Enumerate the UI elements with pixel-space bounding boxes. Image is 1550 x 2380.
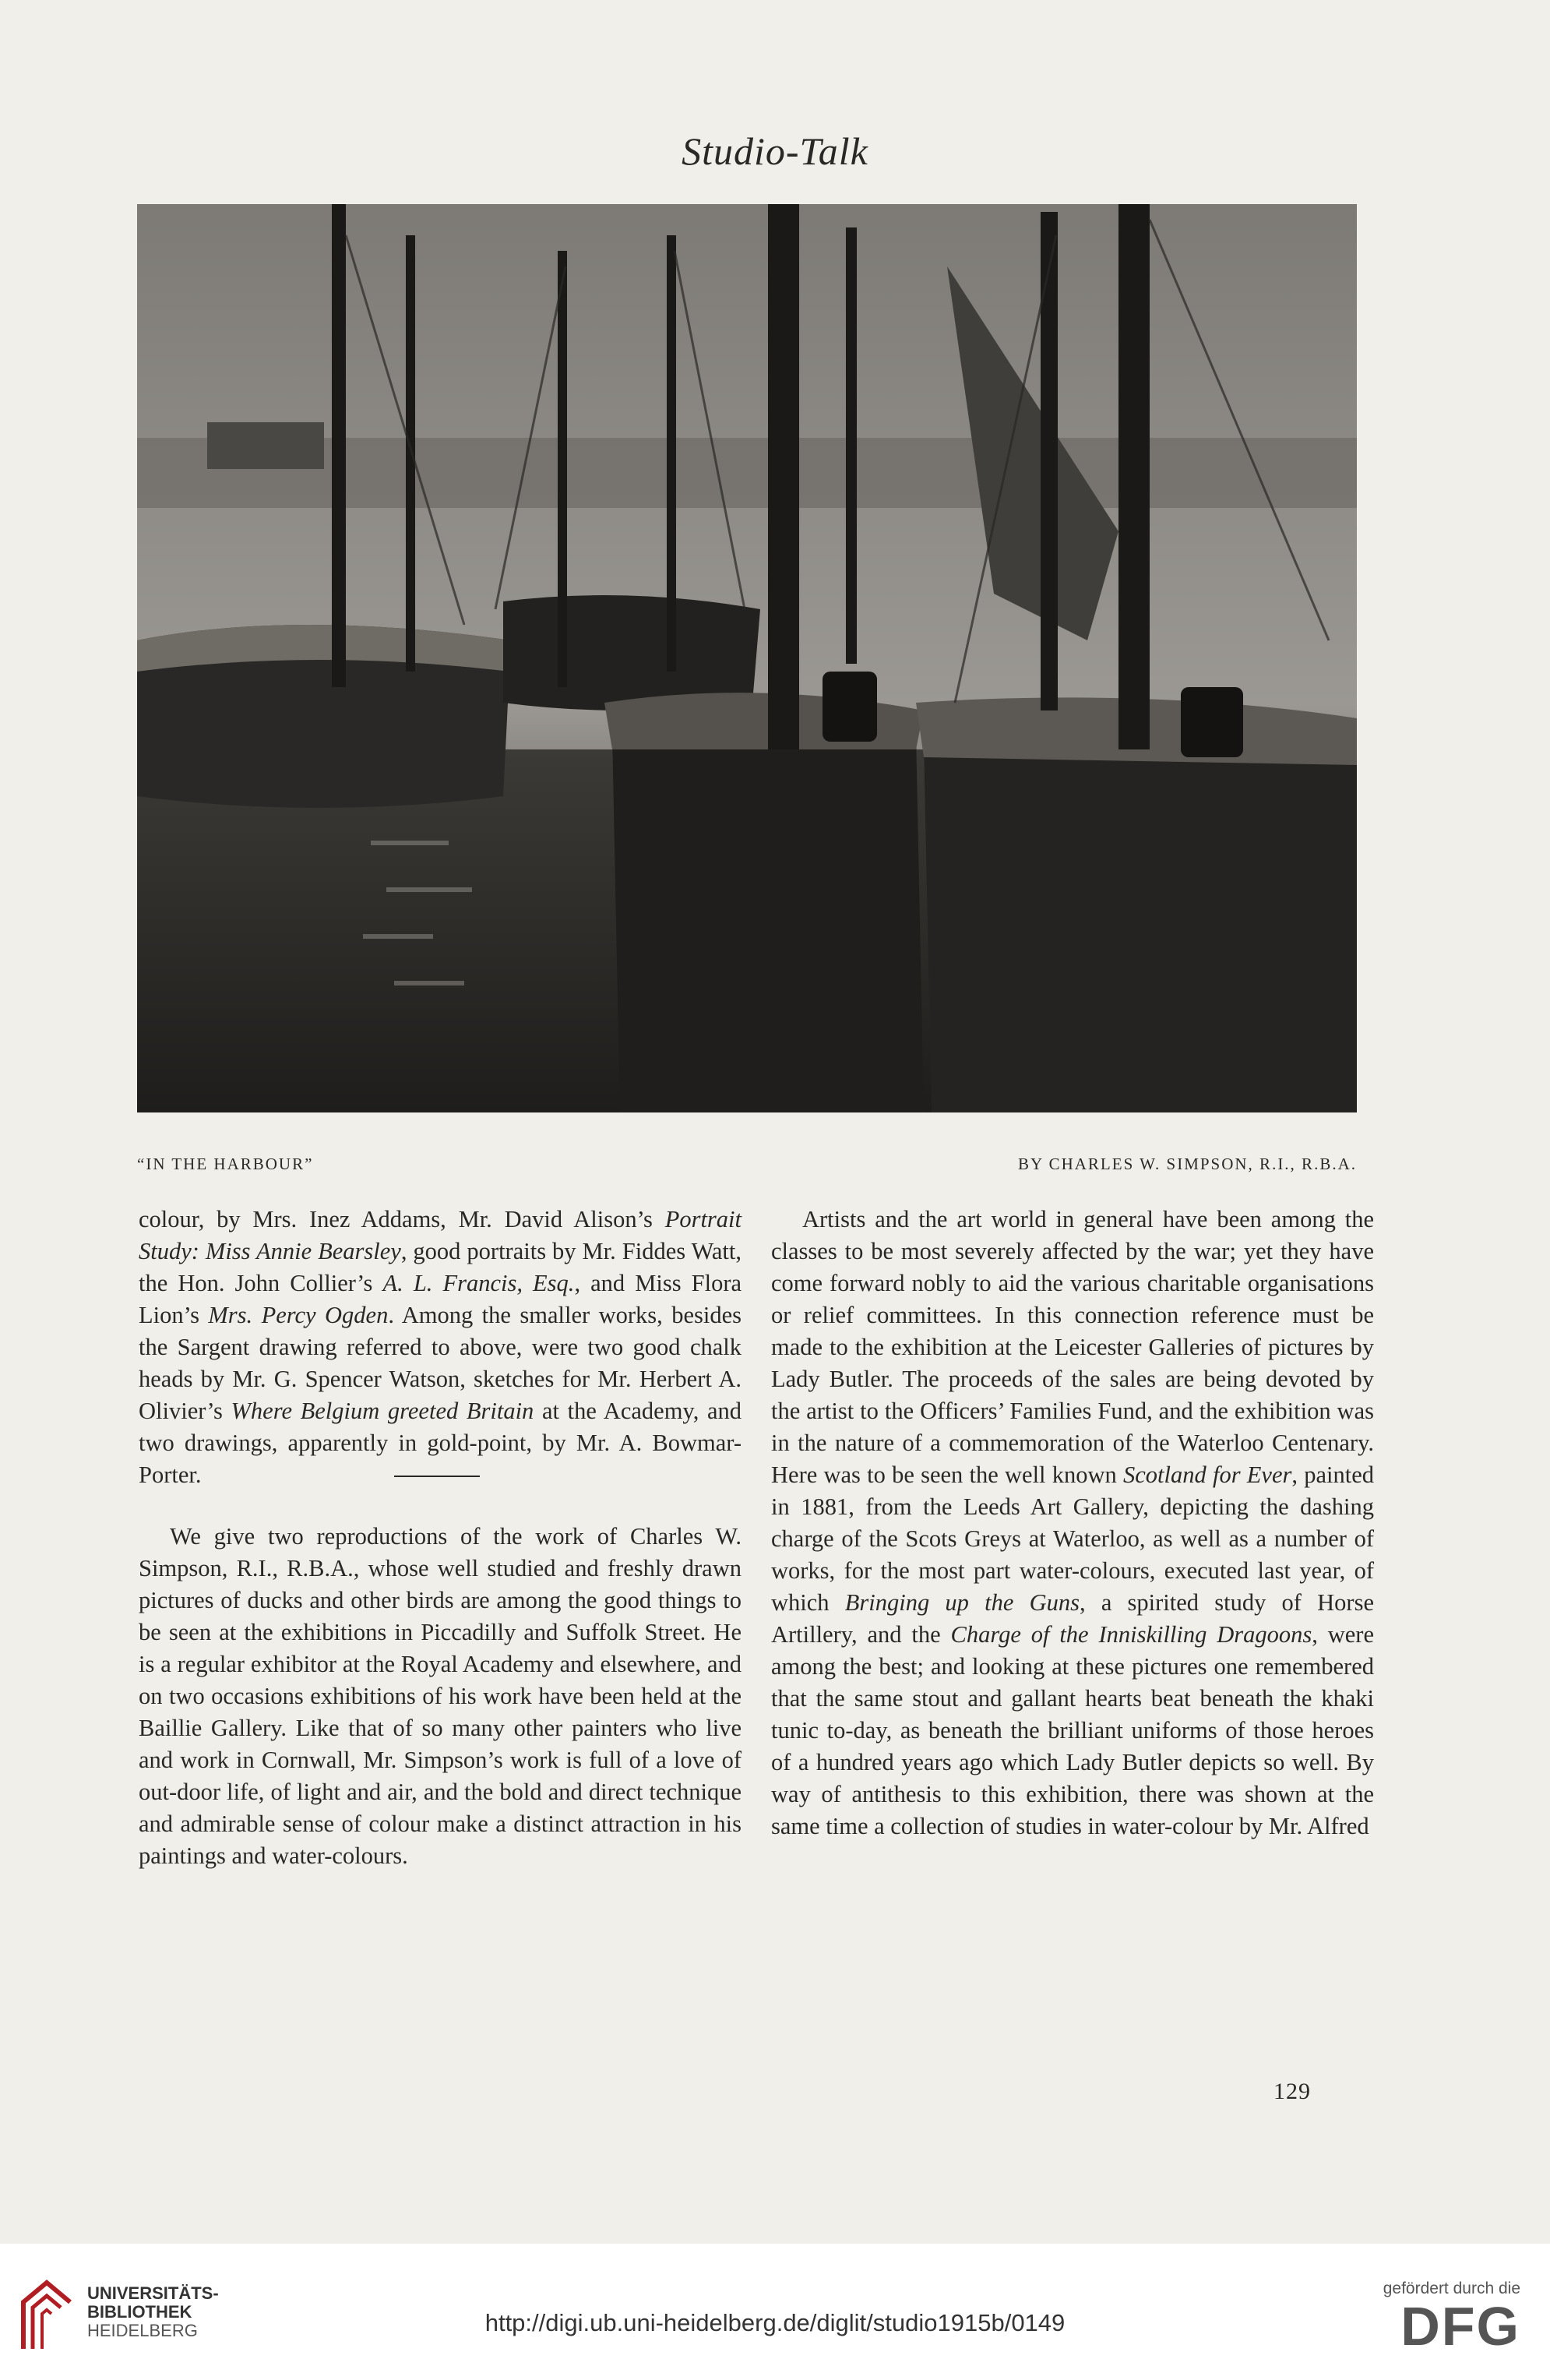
left-paragraph-1 <box>139 1204 742 1491</box>
text-run: colour, by Mrs. Inez Addams, Mr. David Alison’s <box>139 1206 665 1232</box>
right-paragraph-1 <box>771 1204 1374 1842</box>
library-name-line: BIBLIOTHEK <box>87 2302 192 2322</box>
artwork-title: Mrs. Percy Ogden <box>208 1302 389 1328</box>
left-column <box>139 1204 742 1872</box>
artwork-title: A. L. Francis, Esq. <box>382 1270 575 1296</box>
library-name-line: UNIVERSITÄTS- <box>87 2283 219 2303</box>
artwork-title: Bringing up the Guns <box>844 1589 1080 1616</box>
funder-label: gefördert durch die <box>1383 2280 1520 2297</box>
plate-caption-credit: BY CHARLES W. SIMPSON, R.I., R.B.A. <box>1017 1155 1357 1173</box>
artwork-title: Portrait Study: Miss Annie Bearsley <box>139 1206 742 1264</box>
artwork-title: Charge of the Inniskilling Dragoons <box>950 1621 1312 1648</box>
text-run: , painted in 1881, from the Leeds Art Gallery, depicting the dashing charge of the Scots Greys at Waterloo, as well as a number of works, for the most part water-colours, executed last year, of which <box>771 1461 1374 1616</box>
text-run: , were among the best; and looking at these pictures one remembered that the same stout and gallant hearts beat beneath the khaki tunic to-day, as beneath the brilliant uniforms of those heroes of a hundred years ago which Lady Butler depicts so well. By way of antithesis to this exhibition, there was shown at the same time a collection of studies in water-colour by Mr. Alfred <box>771 1621 1374 1839</box>
left-paragraph-2: We give two reproductions of the work of Charles W. Simpson, R.I., R.B.A., whose well studied and freshly drawn pictures of ducks and other birds are among the good things to be seen at the exhibitions in Piccadilly and Suffolk Street. He is a regular exhibitor at the Royal Academy and elsewhere, and on two occasions exhibitions of his work have been held at the Baillie Gallery. Like that of so many other painters who live and work in Cornwall, Mr. Simpson’s work is full of a love of out-door life, of light and air, and the bold and direct technique and admirable sense of colour make a distinct attraction in his paintings and water-colours. <box>139 1523 742 1869</box>
dfg-logo: DFG <box>1400 2296 1520 2357</box>
harbour-painting-graphic <box>137 204 1357 1112</box>
page-number: 129 <box>1273 2079 1311 2104</box>
funder-credit <box>1383 2280 1520 2357</box>
right-column <box>771 1204 1374 1842</box>
library-name-line: HEIDELBERG <box>87 2321 198 2340</box>
text-run: , good portraits by Mr. Fiddes Watt, the Hon. John Collier’s <box>139 1238 742 1296</box>
text-run: Artists and the art world in general have been among the classes to be most severely affected by the war; yet they have come forward nobly to aid the various charitable organisations or relief committees. In this connection reference must be made to the exhibition at the Leicester Galleries of pictures by Lady Butler. The proceeds of the sales are being devoted by the artist to the Officers’ Families Fund, and the exhibition was in the nature of a commemoration of the Waterloo Centenary. Here was to be seen the well known <box>771 1206 1374 1488</box>
digitization-footer <box>0 2244 1550 2380</box>
artwork-title: Where Belgium greeted Britain <box>231 1398 534 1424</box>
text-run: . Among the smaller works, besides the Sargent drawing referred to above, were two good chalk heads by Mr. G. Spencer Watson, sketches for Mr. Herbert A. Olivier’s <box>139 1302 742 1424</box>
artwork-title: Scotland for Ever <box>1123 1461 1292 1488</box>
text-run: at the Academy, and two drawings, apparently in gold-point, by Mr. A. Bowmar-Porter. <box>139 1398 742 1488</box>
plate-caption-title: “IN THE HARBOUR” <box>137 1155 314 1173</box>
source-link[interactable]: http://digi.ub.uni-heidelberg.de/diglit/studio1915b/0149 <box>484 2309 1066 2336</box>
harbour-painting <box>137 204 1357 1112</box>
running-head: Studio-Talk <box>682 129 868 173</box>
text-run: , a spirited study of Horse Artillery, and the <box>771 1589 1374 1648</box>
text-run: , and Miss Flora Lion’s <box>139 1270 742 1328</box>
